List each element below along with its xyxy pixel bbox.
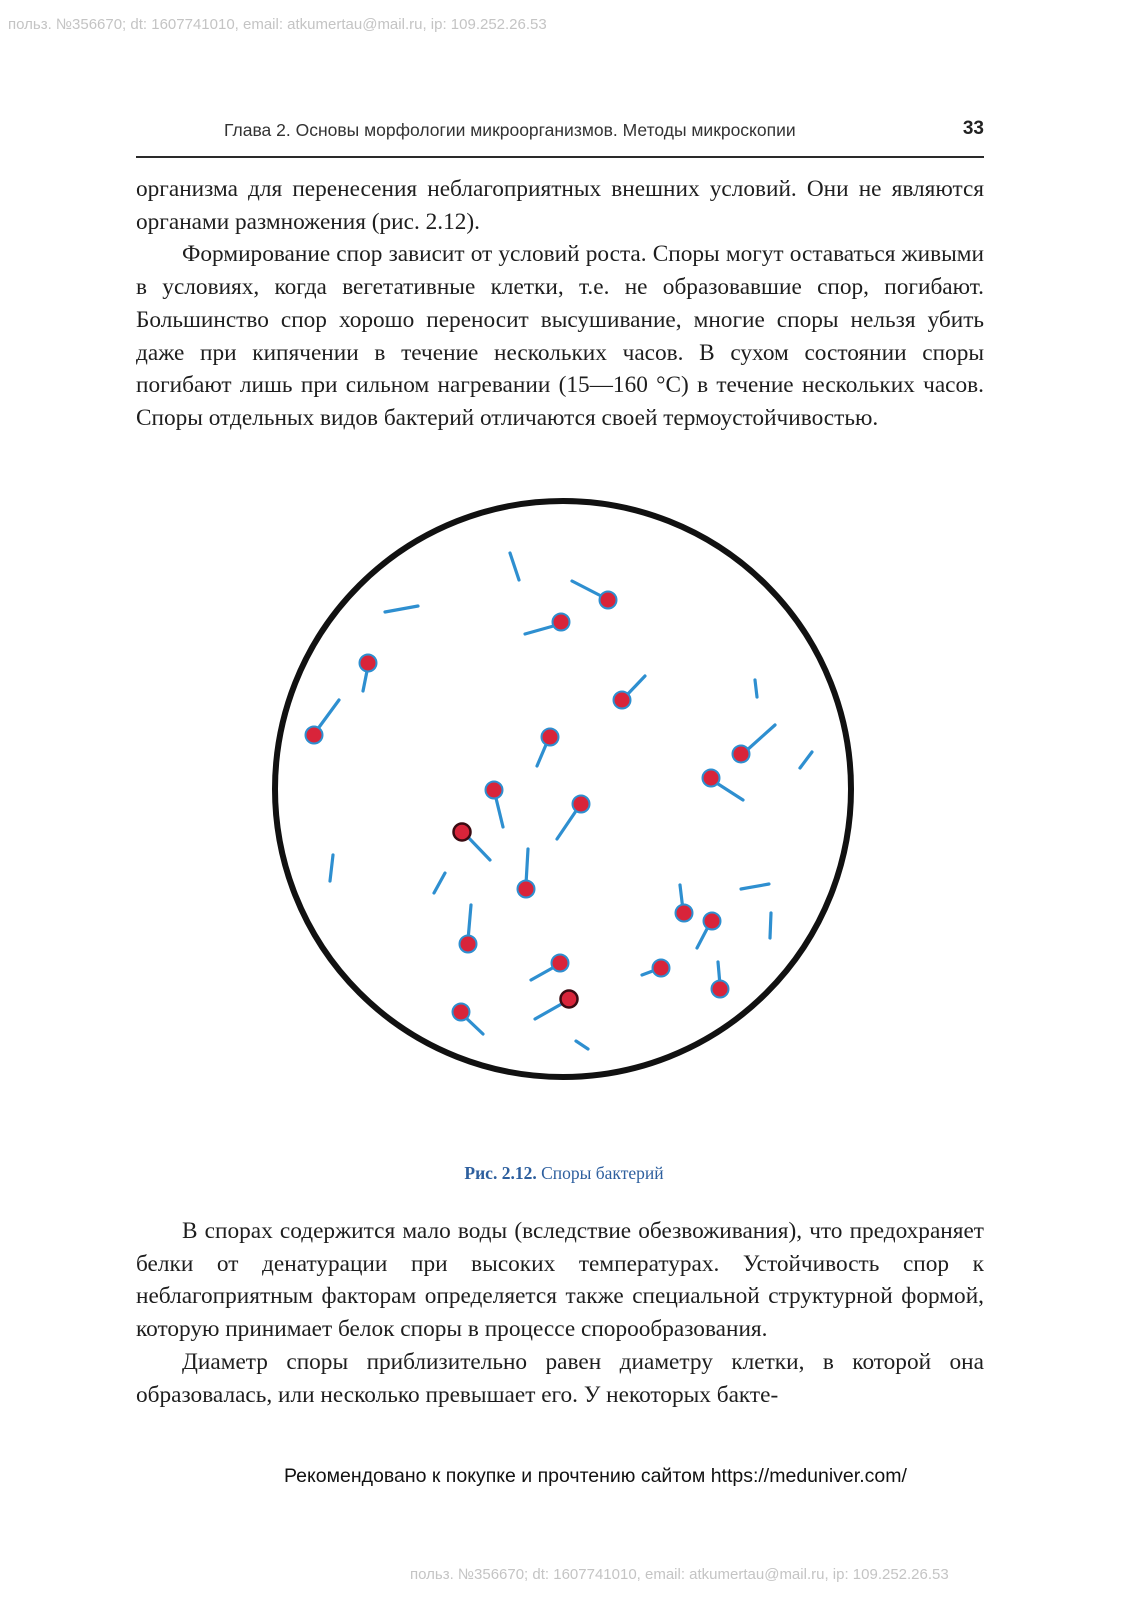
rod (330, 855, 333, 881)
rod (741, 884, 769, 889)
spore-cell (460, 905, 477, 953)
spore-cell (454, 824, 491, 861)
spore-cell (531, 955, 569, 981)
spore-cell (453, 1004, 484, 1035)
body-text-bottom (136, 1215, 984, 1411)
caption-number: Рис. 2.12. (464, 1163, 537, 1183)
spore-cells-group (306, 581, 776, 1034)
spore-cell (518, 849, 535, 898)
spore-cell (642, 960, 670, 977)
rod (510, 553, 519, 580)
spore-cell (360, 655, 377, 692)
spore-cell (535, 991, 578, 1020)
spore-cell (697, 913, 721, 949)
rod (770, 913, 771, 938)
spore-cell (712, 962, 729, 998)
spore-cell (572, 581, 617, 609)
recommendation-note: Рекомендовано к покупке и прочтению сайтом https://meduniver.com/ (284, 1465, 907, 1487)
rods-group (330, 553, 812, 1049)
figure-caption (0, 1163, 1128, 1184)
paragraph-water-content: В спорах содержится мало воды (вследствие обезвоживания), что предохраняет белки от денатурации при высоких температурах. Устойчивость спор к неблагоприятным факторам определяется также специальной структурной формой, которую принимает белок споры в процессе спорообразования. (136, 1218, 984, 1343)
spore-cell (557, 796, 590, 840)
spore-cell (537, 729, 559, 767)
spore-cell (525, 614, 570, 635)
rod (434, 873, 445, 893)
spore-cell (703, 770, 744, 801)
microscope-field-outline (275, 501, 851, 1077)
chapter-title: Глава 2. Основы морфологии микроорганизмов. Методы микроскопии (224, 120, 796, 140)
watermark-bottom: польз. №356670; dt: 1607741010, email: atkumertau@mail.ru, ip: 109.252.26.53 (410, 1566, 949, 1583)
spore-cell (486, 782, 504, 828)
rod (800, 752, 812, 768)
page-number: 33 (962, 118, 984, 139)
paragraph-spore-formation: Формирование спор зависит от условий роста. Споры могут оставаться живыми в условиях, когда вегетативные клетки, т.е. не образовавшие спор, погибают. Большинство спор хорошо переносит высушивание, многие споры нельзя убить даже при кипячении в течение нескольких часов. В сухом состоянии споры погибают лишь при сильном нагревании (15—160 °С) в течение нескольких часов. Споры отдельных видов бактерий отличаются своей термоустойчивостью. (136, 241, 984, 431)
spore-cell (676, 885, 693, 922)
watermark-top: польз. №356670; dt: 1607741010, email: atkumertau@mail.ru, ip: 109.252.26.53 (8, 16, 547, 33)
paragraph-spore-diameter: Диаметр споры приблизительно равен диаметру клетки, в которой она образовалась, или несколько превышает его. У некоторых бакте- (136, 1348, 984, 1408)
rod (385, 606, 418, 612)
spore-cell (306, 700, 340, 744)
paragraph-continued: организма для перенесения неблагоприятных внешних условий. Они не являются органами размножения (рис. 2.12). (136, 176, 984, 235)
caption-text: Споры бактерий (541, 1163, 664, 1183)
rod (576, 1041, 588, 1049)
spore-cell (733, 725, 776, 763)
spore-cell (614, 676, 646, 709)
rod (755, 680, 757, 697)
